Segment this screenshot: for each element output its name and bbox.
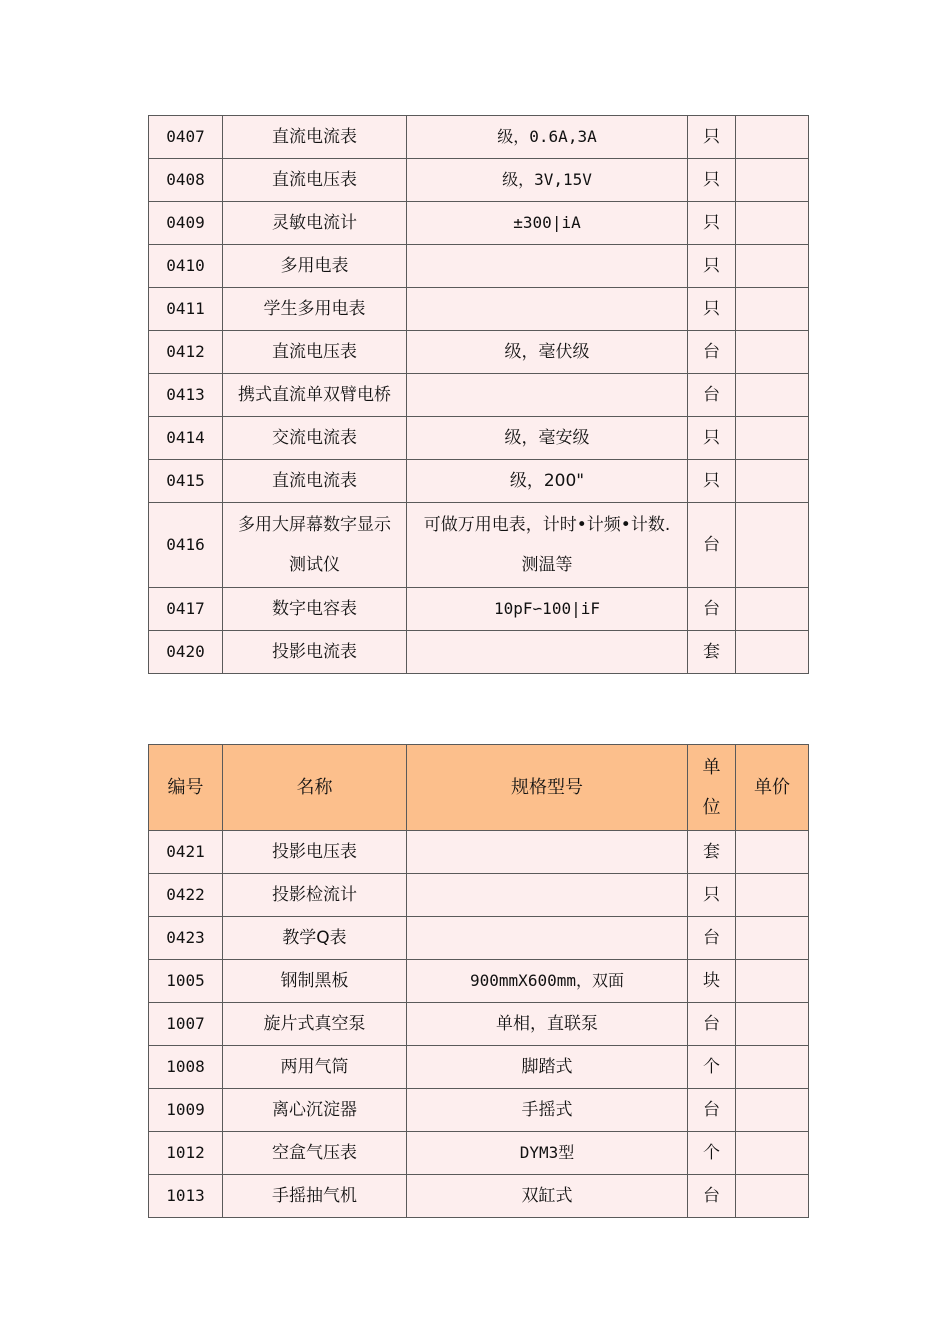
table-row (149, 1175, 809, 1218)
item-unit: 只 (688, 460, 736, 503)
table-row (149, 960, 809, 1003)
table-row (149, 1046, 809, 1089)
item-spec: 单相，直联泵 (407, 1003, 688, 1046)
header-unit-line-1: 单 (702, 756, 721, 778)
table-row (149, 1089, 809, 1132)
item-spec: 脚踏式 (407, 1046, 688, 1089)
header-price: 单价 (736, 745, 809, 831)
item-unit: 台 (688, 503, 736, 588)
item-code: 1012 (149, 1132, 223, 1175)
item-unit: 只 (688, 159, 736, 202)
item-price (736, 460, 809, 503)
item-name: 直流电流表 (223, 460, 407, 503)
item-unit: 只 (688, 245, 736, 288)
item-code: 1007 (149, 1003, 223, 1046)
item-spec (407, 874, 688, 917)
item-unit: 只 (688, 417, 736, 460)
table-header-row (149, 745, 809, 831)
item-spec-line-2: 测温等 (521, 555, 573, 575)
item-name: 两用气筒 (223, 1046, 407, 1089)
item-name: 交流电流表 (223, 417, 407, 460)
table-row (149, 245, 809, 288)
table-row (149, 831, 809, 874)
item-unit: 套 (688, 831, 736, 874)
item-price (736, 631, 809, 674)
item-unit: 台 (688, 917, 736, 960)
item-name: 手摇抽气机 (223, 1175, 407, 1218)
item-name: 多用电表 (223, 245, 407, 288)
item-code: 1009 (149, 1089, 223, 1132)
item-price (736, 503, 809, 588)
item-price (736, 1046, 809, 1089)
item-unit: 台 (688, 374, 736, 417)
item-unit: 个 (688, 1046, 736, 1089)
item-spec: 手摇式 (407, 1089, 688, 1132)
item-unit: 套 (688, 631, 736, 674)
item-spec: 级，毫安级 (407, 417, 688, 460)
item-price (736, 874, 809, 917)
item-name: 学生多用电表 (223, 288, 407, 331)
item-unit: 只 (688, 202, 736, 245)
item-spec (407, 374, 688, 417)
item-spec: 级，毫伏级 (407, 331, 688, 374)
item-unit: 台 (688, 1003, 736, 1046)
item-price (736, 374, 809, 417)
equipment-table-1 (148, 115, 809, 674)
item-code: 0420 (149, 631, 223, 674)
item-spec: 双缸式 (407, 1175, 688, 1218)
table-row (149, 460, 809, 503)
item-price (736, 116, 809, 159)
item-code: 0416 (149, 503, 223, 588)
item-name: 教学Q表 (223, 917, 407, 960)
item-code: 0421 (149, 831, 223, 874)
item-code: 0407 (149, 116, 223, 159)
table-row (149, 1003, 809, 1046)
item-spec (407, 631, 688, 674)
table-row (149, 331, 809, 374)
item-code: 0417 (149, 588, 223, 631)
item-spec-line-1: 可做万用电表，计时•计频•计数. (423, 515, 671, 535)
item-name: 投影电压表 (223, 831, 407, 874)
item-price (736, 917, 809, 960)
item-price (736, 417, 809, 460)
item-unit: 块 (688, 960, 736, 1003)
item-price (736, 1175, 809, 1218)
item-price (736, 1003, 809, 1046)
item-unit: 台 (688, 1175, 736, 1218)
item-code: 1008 (149, 1046, 223, 1089)
item-name: 空盒气压表 (223, 1132, 407, 1175)
table-row (149, 874, 809, 917)
header-code: 编号 (149, 745, 223, 831)
equipment-table-2 (148, 744, 809, 1218)
item-name-line-2: 测试仪 (289, 555, 340, 575)
item-name: 数字电容表 (223, 588, 407, 631)
item-price (736, 1132, 809, 1175)
item-unit: 只 (688, 874, 736, 917)
item-name-line-1: 多用大屏幕数字显示 (238, 515, 391, 535)
item-spec (407, 917, 688, 960)
table-row (149, 417, 809, 460)
table-row (149, 116, 809, 159)
item-spec (407, 288, 688, 331)
table-row (149, 159, 809, 202)
item-spec (407, 503, 688, 588)
item-price (736, 588, 809, 631)
item-spec: DYM3型 (407, 1132, 688, 1175)
table-row (149, 374, 809, 417)
item-spec (407, 831, 688, 874)
item-name: 灵敏电流计 (223, 202, 407, 245)
item-name (223, 503, 407, 588)
item-price (736, 159, 809, 202)
table-row (149, 631, 809, 674)
header-unit (688, 745, 736, 831)
table-row (149, 288, 809, 331)
table-row (149, 202, 809, 245)
item-price (736, 245, 809, 288)
item-code: 1013 (149, 1175, 223, 1218)
item-price (736, 960, 809, 1003)
item-spec: 级，0.6A,3A (407, 116, 688, 159)
item-spec: ±300|iA (407, 202, 688, 245)
item-unit: 个 (688, 1132, 736, 1175)
item-code: 0414 (149, 417, 223, 460)
item-unit: 台 (688, 331, 736, 374)
item-code: 0411 (149, 288, 223, 331)
item-spec: 级，200" (407, 460, 688, 503)
item-code: 1005 (149, 960, 223, 1003)
table-row (149, 917, 809, 960)
item-price (736, 202, 809, 245)
item-code: 0423 (149, 917, 223, 960)
item-code: 0415 (149, 460, 223, 503)
item-code: 0413 (149, 374, 223, 417)
item-name: 离心沉淀器 (223, 1089, 407, 1132)
item-spec: 级，3V,15V (407, 159, 688, 202)
item-code: 0408 (149, 159, 223, 202)
table-row (149, 588, 809, 631)
item-spec: 10pF∽100|iF (407, 588, 688, 631)
item-code: 0412 (149, 331, 223, 374)
item-unit: 只 (688, 288, 736, 331)
header-unit-line-2: 位 (702, 796, 721, 818)
item-name: 旋片式真空泵 (223, 1003, 407, 1046)
item-name: 投影电流表 (223, 631, 407, 674)
item-name: 携式直流单双臂电桥 (223, 374, 407, 417)
header-name: 名称 (223, 745, 407, 831)
table-row (149, 503, 809, 588)
item-name: 直流电压表 (223, 159, 407, 202)
item-price (736, 1089, 809, 1132)
item-unit: 只 (688, 116, 736, 159)
item-unit: 台 (688, 1089, 736, 1132)
item-unit: 台 (688, 588, 736, 631)
item-price (736, 831, 809, 874)
line-gap (411, 536, 683, 554)
header-spec: 规格型号 (407, 745, 688, 831)
item-name: 直流电压表 (223, 331, 407, 374)
item-spec (407, 245, 688, 288)
item-code: 0422 (149, 874, 223, 917)
item-code: 0409 (149, 202, 223, 245)
item-code: 0410 (149, 245, 223, 288)
table-row (149, 1132, 809, 1175)
item-name: 投影检流计 (223, 874, 407, 917)
item-spec: 900mmX600mm，双面 (407, 960, 688, 1003)
line-gap (227, 536, 402, 554)
item-price (736, 331, 809, 374)
item-name: 钢制黑板 (223, 960, 407, 1003)
item-price (736, 288, 809, 331)
item-name: 直流电流表 (223, 116, 407, 159)
